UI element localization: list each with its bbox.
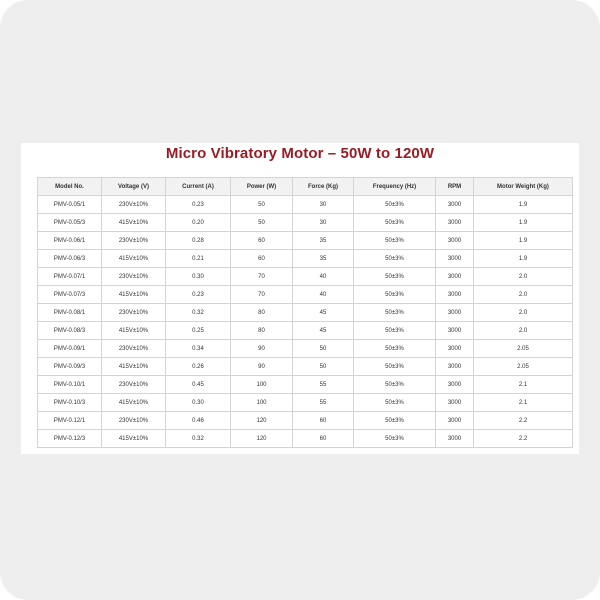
rpm-cell: 3000 <box>436 394 474 412</box>
force-cell: 40 <box>293 286 354 304</box>
rpm-cell: 3000 <box>436 322 474 340</box>
table-row <box>38 340 573 358</box>
spec-card <box>21 143 579 454</box>
force-cell: 50 <box>293 358 354 376</box>
current-cell: 0.45 <box>166 376 231 394</box>
weight-cell: 2.0 <box>474 286 573 304</box>
table-row <box>38 268 573 286</box>
force-cell: 45 <box>293 322 354 340</box>
rpm-cell: 3000 <box>436 304 474 322</box>
rpm-cell: 3000 <box>436 196 474 214</box>
current-cell: 0.23 <box>166 196 231 214</box>
force-cell: 35 <box>293 250 354 268</box>
voltage-cell: 230V±10% <box>102 376 166 394</box>
model-cell: PMV-0.05/1 <box>38 196 102 214</box>
frequency-cell: 50±3% <box>354 196 436 214</box>
table-row <box>38 214 573 232</box>
header-rpm: RPM <box>436 178 474 196</box>
force-cell: 55 <box>293 394 354 412</box>
table-row <box>38 430 573 448</box>
header-voltage: Voltage (V) <box>102 178 166 196</box>
force-cell: 55 <box>293 376 354 394</box>
table-row <box>38 412 573 430</box>
weight-cell: 2.1 <box>474 376 573 394</box>
model-cell: PMV-0.05/3 <box>38 214 102 232</box>
current-cell: 0.34 <box>166 340 231 358</box>
voltage-cell: 230V±10% <box>102 412 166 430</box>
weight-cell: 1.9 <box>474 250 573 268</box>
power-cell: 120 <box>231 430 293 448</box>
rpm-cell: 3000 <box>436 412 474 430</box>
rpm-cell: 3000 <box>436 430 474 448</box>
header-weight: Motor Weight (Kg) <box>474 178 573 196</box>
header-current: Current (A) <box>166 178 231 196</box>
rpm-cell: 3000 <box>436 232 474 250</box>
current-cell: 0.30 <box>166 268 231 286</box>
table-row <box>38 232 573 250</box>
table-row <box>38 250 573 268</box>
model-cell: PMV-0.09/1 <box>38 340 102 358</box>
frequency-cell: 50±3% <box>354 232 436 250</box>
frequency-cell: 50±3% <box>354 358 436 376</box>
rpm-cell: 3000 <box>436 268 474 286</box>
power-cell: 100 <box>231 376 293 394</box>
header-frequency: Frequency (Hz) <box>354 178 436 196</box>
table-row <box>38 286 573 304</box>
rpm-cell: 3000 <box>436 340 474 358</box>
model-cell: PMV-0.12/1 <box>38 412 102 430</box>
voltage-cell: 415V±10% <box>102 358 166 376</box>
voltage-cell: 230V±10% <box>102 196 166 214</box>
table-body <box>38 196 573 448</box>
voltage-cell: 415V±10% <box>102 286 166 304</box>
rpm-cell: 3000 <box>436 214 474 232</box>
rpm-cell: 3000 <box>436 286 474 304</box>
current-cell: 0.32 <box>166 304 231 322</box>
model-cell: PMV-0.07/1 <box>38 268 102 286</box>
table-row <box>38 376 573 394</box>
rpm-cell: 3000 <box>436 250 474 268</box>
weight-cell: 2.05 <box>474 358 573 376</box>
model-cell: PMV-0.10/1 <box>38 376 102 394</box>
force-cell: 60 <box>293 412 354 430</box>
current-cell: 0.26 <box>166 358 231 376</box>
frequency-cell: 50±3% <box>354 268 436 286</box>
table-row <box>38 304 573 322</box>
model-cell: PMV-0.09/3 <box>38 358 102 376</box>
table-row <box>38 358 573 376</box>
power-cell: 120 <box>231 412 293 430</box>
power-cell: 60 <box>231 250 293 268</box>
header-model: Model No. <box>38 178 102 196</box>
frequency-cell: 50±3% <box>354 250 436 268</box>
power-cell: 70 <box>231 286 293 304</box>
current-cell: 0.25 <box>166 322 231 340</box>
weight-cell: 2.0 <box>474 322 573 340</box>
force-cell: 30 <box>293 196 354 214</box>
current-cell: 0.20 <box>166 214 231 232</box>
header-force: Force (Kg) <box>293 178 354 196</box>
power-cell: 80 <box>231 304 293 322</box>
power-cell: 90 <box>231 340 293 358</box>
frequency-cell: 50±3% <box>354 376 436 394</box>
header-row <box>38 178 573 196</box>
current-cell: 0.23 <box>166 286 231 304</box>
force-cell: 35 <box>293 232 354 250</box>
model-cell: PMV-0.07/3 <box>38 286 102 304</box>
voltage-cell: 230V±10% <box>102 304 166 322</box>
voltage-cell: 415V±10% <box>102 322 166 340</box>
header-power: Power (W) <box>231 178 293 196</box>
weight-cell: 2.2 <box>474 430 573 448</box>
power-cell: 90 <box>231 358 293 376</box>
frequency-cell: 50±3% <box>354 322 436 340</box>
weight-cell: 2.2 <box>474 412 573 430</box>
force-cell: 45 <box>293 304 354 322</box>
power-cell: 100 <box>231 394 293 412</box>
weight-cell: 2.05 <box>474 340 573 358</box>
power-cell: 70 <box>231 268 293 286</box>
force-cell: 60 <box>293 430 354 448</box>
current-cell: 0.28 <box>166 232 231 250</box>
force-cell: 40 <box>293 268 354 286</box>
voltage-cell: 230V±10% <box>102 232 166 250</box>
weight-cell: 1.9 <box>474 196 573 214</box>
current-cell: 0.21 <box>166 250 231 268</box>
power-cell: 50 <box>231 214 293 232</box>
weight-cell: 1.9 <box>474 214 573 232</box>
voltage-cell: 230V±10% <box>102 268 166 286</box>
voltage-cell: 415V±10% <box>102 214 166 232</box>
table-title: Micro Vibratory Motor – 50W to 120W <box>165 145 435 162</box>
table-row <box>38 394 573 412</box>
voltage-cell: 415V±10% <box>102 430 166 448</box>
rpm-cell: 3000 <box>436 358 474 376</box>
current-cell: 0.32 <box>166 430 231 448</box>
model-cell: PMV-0.10/3 <box>38 394 102 412</box>
spec-table <box>37 177 573 448</box>
voltage-cell: 415V±10% <box>102 250 166 268</box>
weight-cell: 2.0 <box>474 268 573 286</box>
frequency-cell: 50±3% <box>354 394 436 412</box>
power-cell: 50 <box>231 196 293 214</box>
table-row <box>38 196 573 214</box>
frequency-cell: 50±3% <box>354 304 436 322</box>
power-cell: 60 <box>231 232 293 250</box>
power-cell: 80 <box>231 322 293 340</box>
model-cell: PMV-0.06/3 <box>38 250 102 268</box>
force-cell: 50 <box>293 340 354 358</box>
model-cell: PMV-0.08/3 <box>38 322 102 340</box>
frequency-cell: 50±3% <box>354 430 436 448</box>
force-cell: 30 <box>293 214 354 232</box>
model-cell: PMV-0.06/1 <box>38 232 102 250</box>
weight-cell: 2.1 <box>474 394 573 412</box>
current-cell: 0.30 <box>166 394 231 412</box>
voltage-cell: 415V±10% <box>102 394 166 412</box>
frequency-cell: 50±3% <box>354 286 436 304</box>
weight-cell: 1.9 <box>474 232 573 250</box>
model-cell: PMV-0.12/3 <box>38 430 102 448</box>
frequency-cell: 50±3% <box>354 214 436 232</box>
table-row <box>38 322 573 340</box>
rpm-cell: 3000 <box>436 376 474 394</box>
current-cell: 0.46 <box>166 412 231 430</box>
model-cell: PMV-0.08/1 <box>38 304 102 322</box>
frequency-cell: 50±3% <box>354 412 436 430</box>
weight-cell: 2.0 <box>474 304 573 322</box>
frequency-cell: 50±3% <box>354 340 436 358</box>
voltage-cell: 230V±10% <box>102 340 166 358</box>
